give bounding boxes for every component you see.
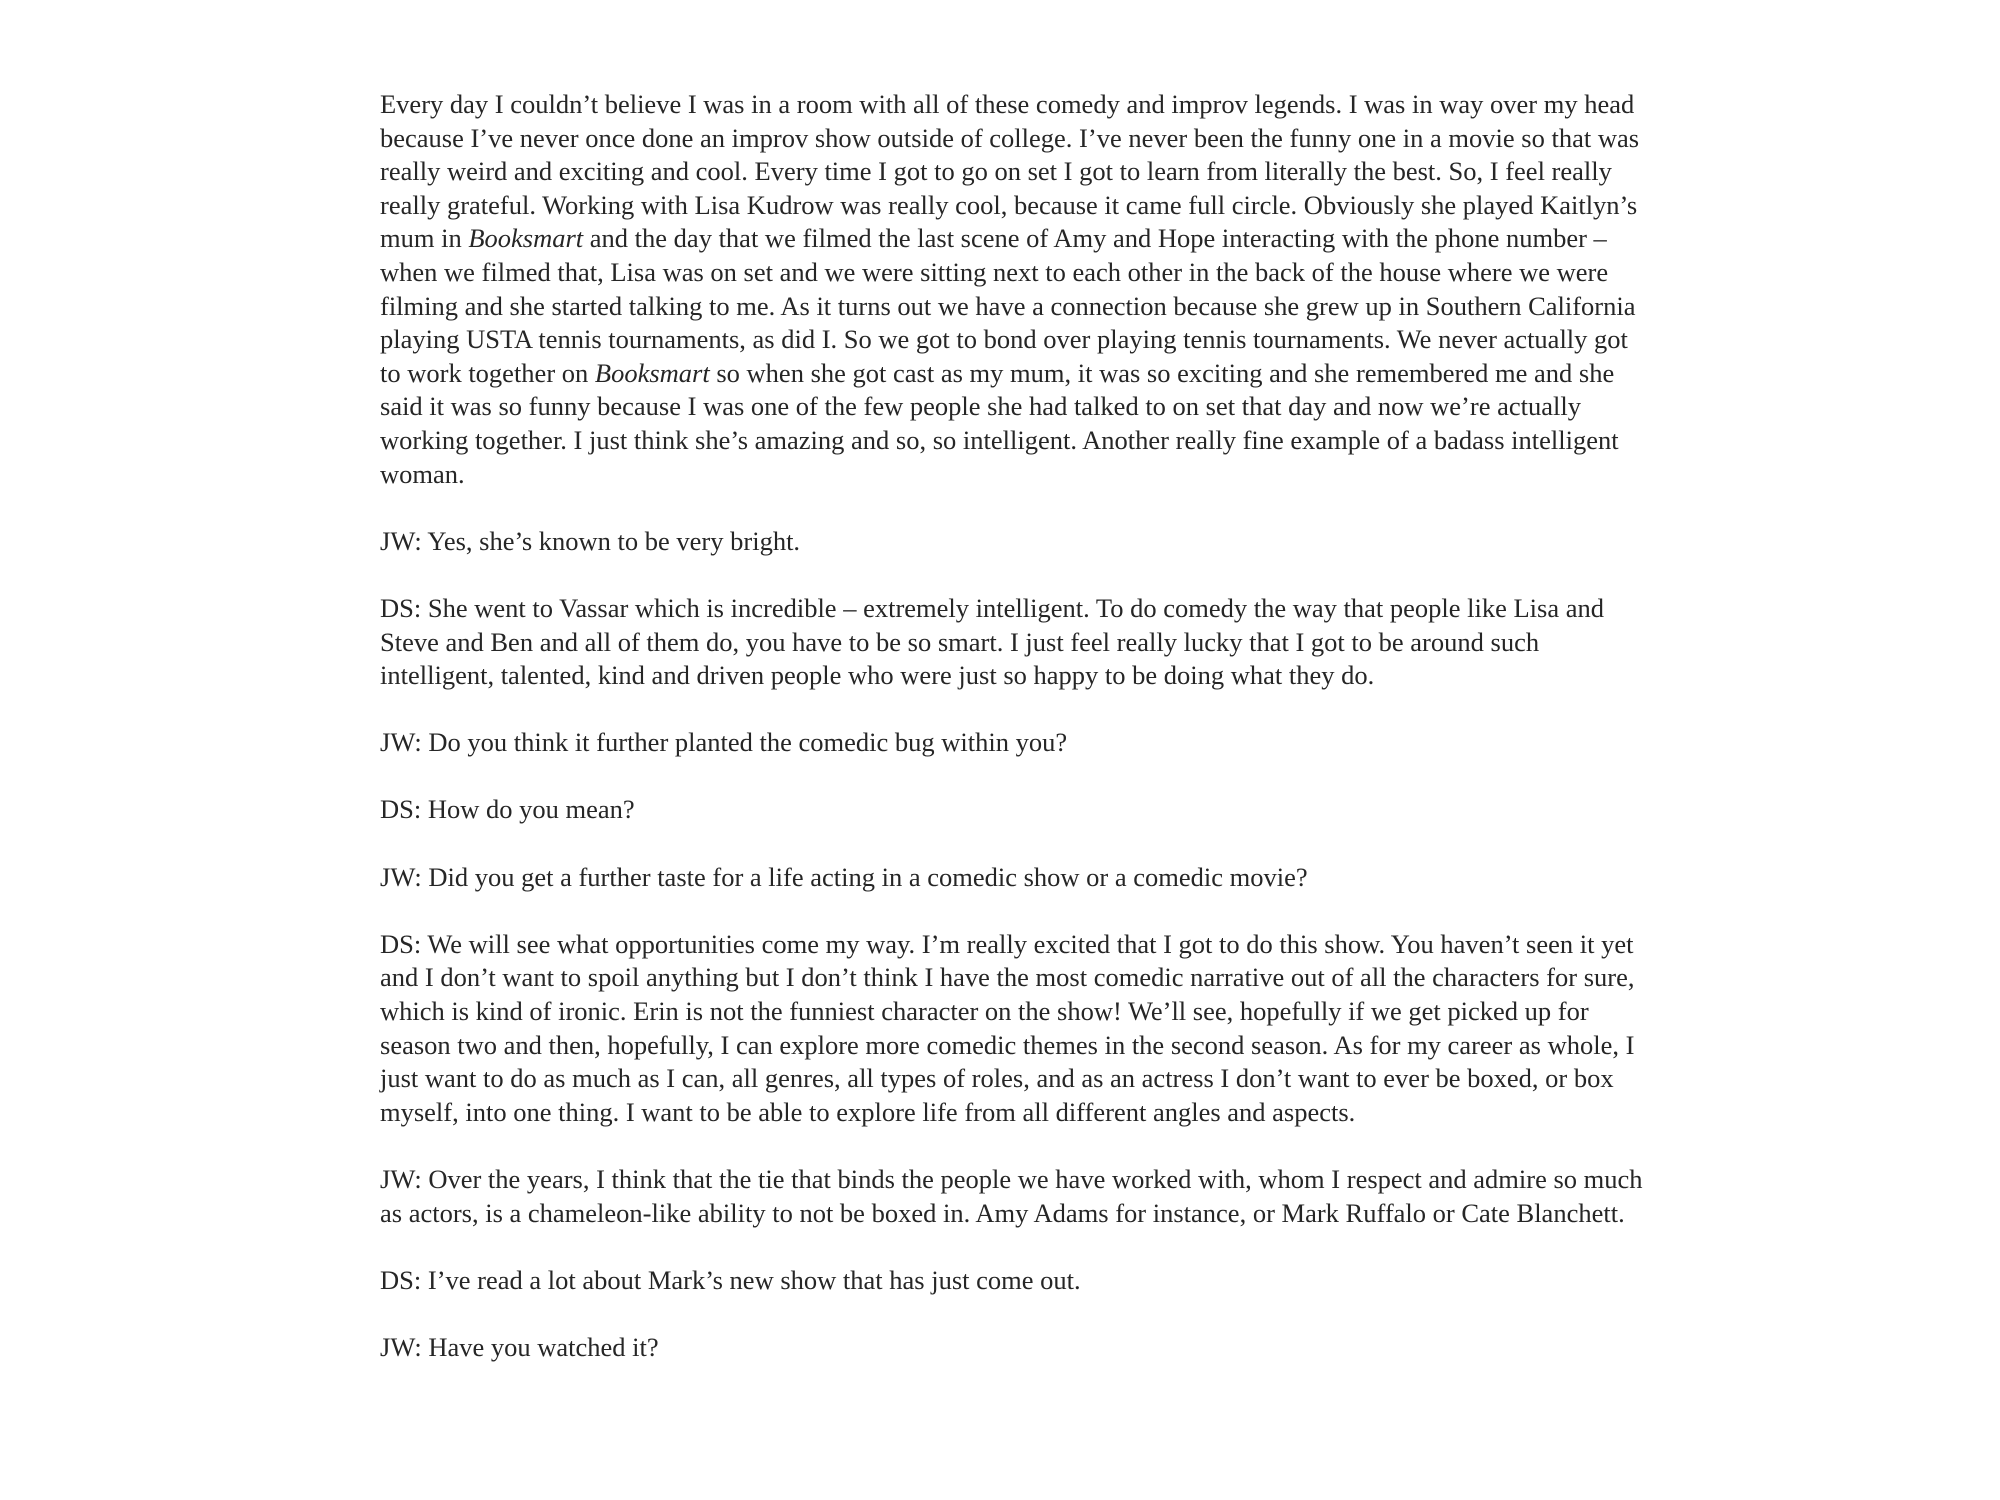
paragraph-ds-vassar: DS: She went to Vassar which is incredible – extremely intelligent. To do comedy the way that people like Lisa and Steve and Ben and all of them do, you have to be so smart. I just feel really lucky that I got to be around such intelligent, talented, kind and driven people who were just so happy to be doing what they do. [380, 592, 1604, 691]
text-run: so when she got cast as my mum, it was so exciting and she remembered me and she said it was so funny because I was one of the few people she had talked to on set that day and now we’re actually working together. I just think she’s amazing and so, so intelligent. Another really fine example of a badass intelligent woman. [380, 357, 1619, 489]
text-run: and the day that we filmed the last scene of Amy and Hope interacting with the phone number – when we filmed that, Lisa was on set and we were sitting next to each other in the back of the house where we were filming and she started talking to me. As it turns out we have a connection because she grew up in Southern California playing USTA tennis tournaments, as did I. So we got to bond over playing tennis tournaments. We never actually got to work together on [380, 223, 1636, 388]
italic-title: Booksmart [594, 357, 710, 388]
paragraph-ds-opportunities: DS: We will see what opportunities come my way. I’m really excited that I got to do this show. You haven’t seen it yet and I don’t want to spoil anything but I don’t think I have the most comedic narrative out of all the characters for sure, which is kind of ironic. Erin is not the funniest character on the show! We’ll see, hopefully if we get picked up for season two and then, hopefully, I can explore more comedic themes in the second season. As for my career as whole, I just want to do as much as I can, all genres, all types of roles, and as an actress I don’t want to ever be boxed, or box myself, into one thing. I want to be able to explore life from all different angles and aspects. [380, 928, 1635, 1127]
paragraph-jw-chameleon: JW: Over the years, I think that the tie that binds the people we have worked with, whom I respect and admire so much as actors, is a chameleon-like ability to not be boxed in. Amy Adams for instance, or Mark Ruffalo or Cate Blanchett. [380, 1164, 1643, 1228]
paragraph-ds-how-mean: DS: How do you mean? [380, 794, 635, 825]
paragraph-jw-watched: JW: Have you watched it? [380, 1331, 659, 1362]
paragraph-jw-bright: JW: Yes, she’s known to be very bright. [380, 525, 801, 556]
italic-title: Booksmart [468, 223, 584, 254]
paragraph-jw-comedic-bug: JW: Do you think it further planted the comedic bug within you? [380, 727, 1068, 758]
text-run: Every day I couldn’t believe I was in a room with all of these comedy and improv legends. I was in way over my head because I’ve never once done an improv show outside of college. I’ve never been the funny one in a movie so that was really weird and exciting and cool. Every time I got to go on set I got to learn from literally the best. So, I feel really really grateful. Working with Lisa Kudrow was really cool, because it came full circle. Obviously she played Kaitlyn’s mum in [380, 89, 1640, 254]
document-body [380, 88, 1650, 1365]
paragraph-ds-mark-show: DS: I’ve read a lot about Mark’s new show that has just come out. [380, 1264, 1081, 1295]
paragraph-lisa-kudrow [380, 88, 1650, 491]
paragraph-jw-further-taste: JW: Did you get a further taste for a life acting in a comedic show or a comedic movie? [380, 861, 1308, 892]
